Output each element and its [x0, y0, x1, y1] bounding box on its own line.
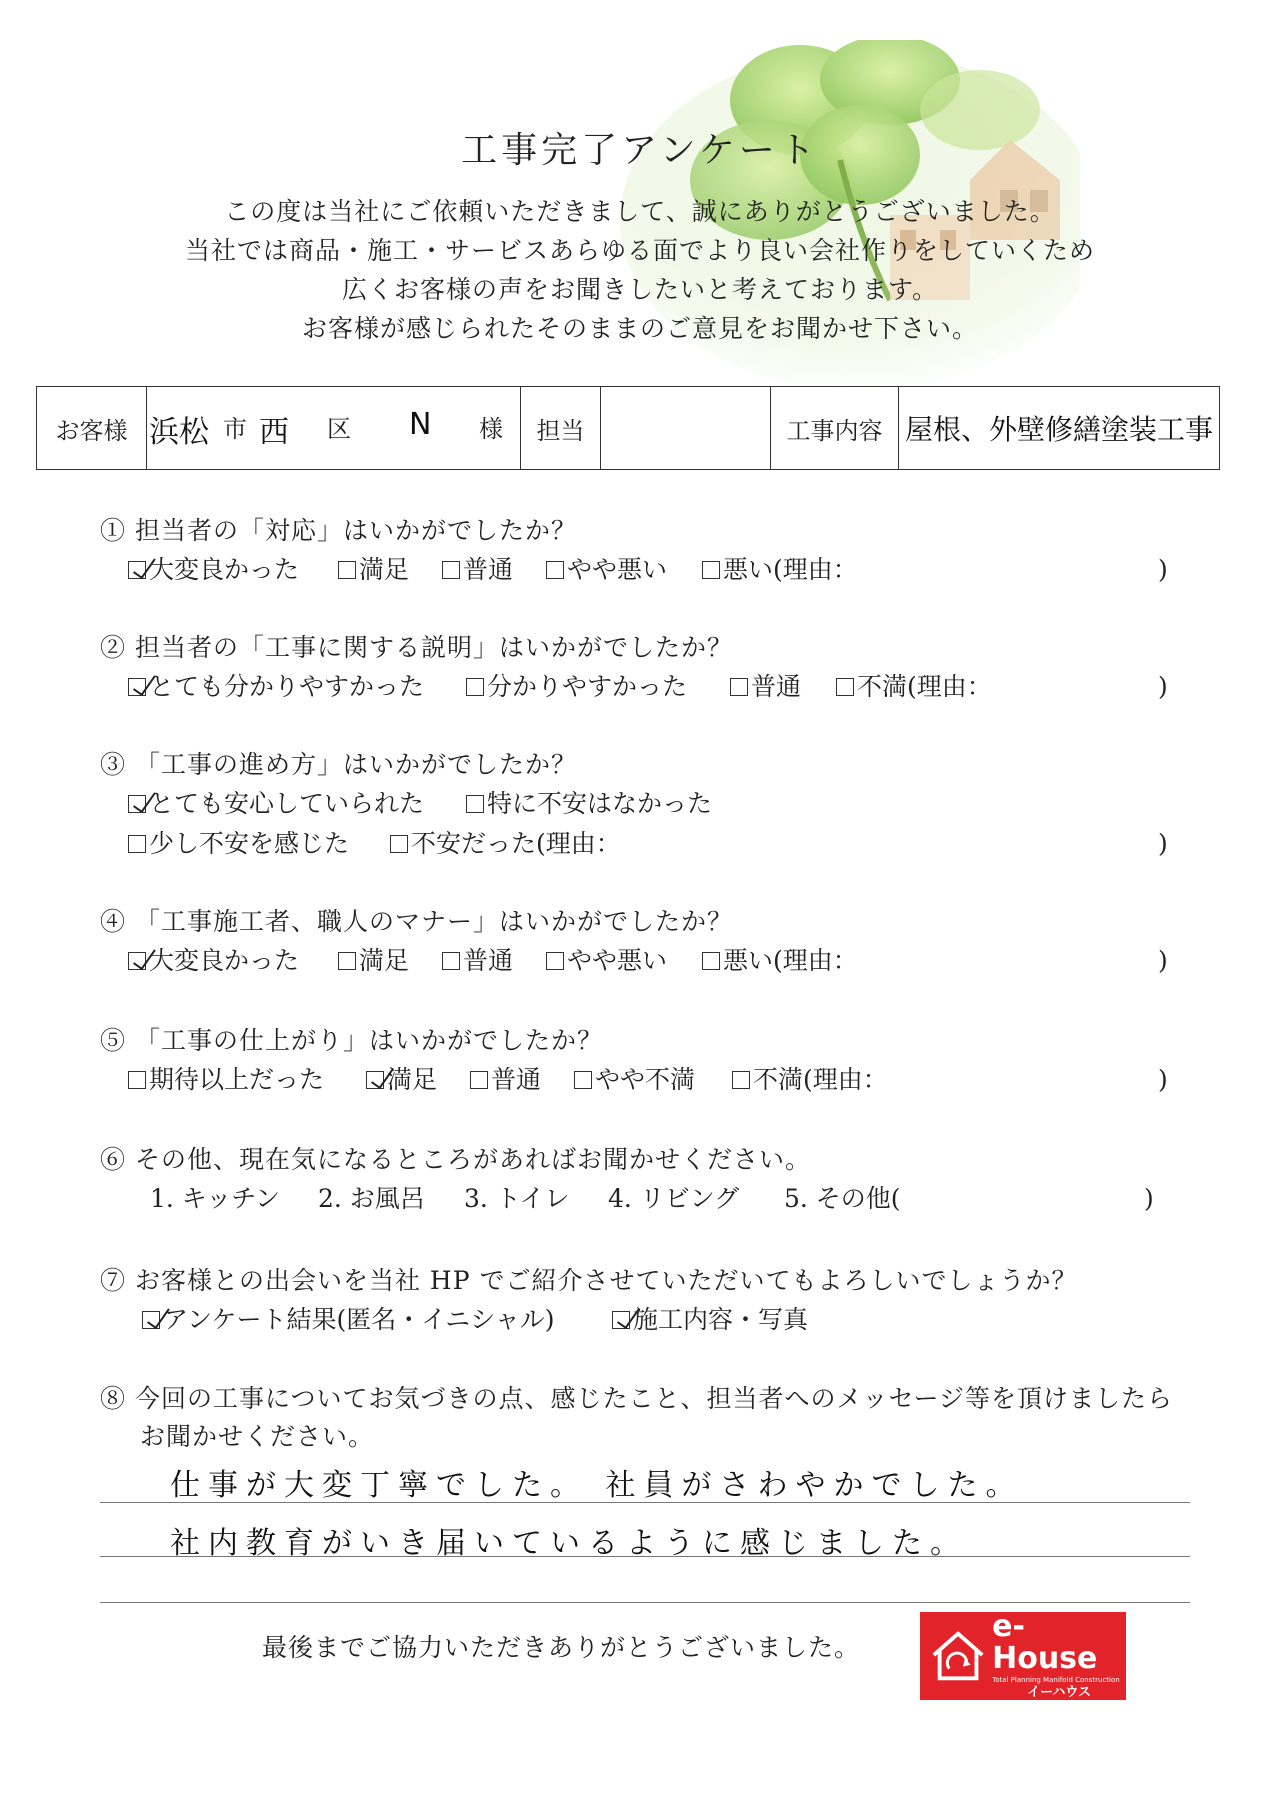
option-survey-results[interactable] — [142, 1300, 555, 1340]
option-satisfied[interactable] — [338, 941, 409, 981]
option-label: やや不満 — [595, 1065, 696, 1094]
customer-address-field[interactable] — [147, 387, 521, 469]
question-7 — [100, 1262, 1200, 1340]
intro-text — [0, 192, 1280, 348]
checkbox[interactable] — [836, 678, 854, 696]
city-value: 浜松 — [149, 415, 209, 450]
question-title-cont: お聞かせください。 — [140, 1422, 375, 1451]
question-title: ⑤ 「工事の仕上がり」はいかがでしたか？ — [100, 1026, 603, 1055]
item-kitchen[interactable]: 1. キッチン — [150, 1184, 281, 1213]
reason-close-paren: ) — [1158, 672, 1168, 701]
question-6 — [100, 1141, 1200, 1219]
item-bath[interactable]: 2. お風呂 — [318, 1184, 425, 1213]
option-row — [100, 784, 1200, 824]
checkbox[interactable] — [128, 835, 146, 853]
checkbox[interactable] — [574, 1071, 592, 1089]
item-living[interactable]: 4. リビング — [608, 1184, 740, 1213]
option-label: 普通 — [491, 1065, 542, 1094]
option-satisfied[interactable] — [338, 550, 409, 590]
logo-text — [992, 1611, 1126, 1701]
checkbox-checked[interactable] — [142, 1311, 160, 1329]
work-content-field[interactable] — [899, 387, 1219, 469]
option-label: 期待以上だった — [149, 1065, 325, 1094]
option-very-reassured[interactable] — [128, 784, 424, 824]
checkbox[interactable] — [128, 1071, 146, 1089]
question-3 — [100, 746, 1200, 864]
option-label: 不満(理由： — [857, 672, 992, 701]
option-label: 普通 — [463, 946, 514, 975]
question-5 — [100, 1022, 1200, 1100]
logo-name: e-House — [992, 1609, 1098, 1676]
option-very-clear[interactable] — [128, 667, 424, 707]
option-label: 大変良かった — [149, 946, 300, 975]
option-label: やや悪い — [567, 946, 668, 975]
house-icon — [928, 1625, 988, 1687]
checkbox[interactable] — [466, 795, 484, 813]
checkbox[interactable] — [442, 561, 460, 579]
option-normal[interactable] — [442, 941, 513, 981]
intro-line: 広くお客様の声をお聞きしたいと考えております。 — [341, 275, 938, 304]
page-title: 工事完了アンケート — [461, 130, 819, 171]
option-bad[interactable] — [702, 550, 858, 590]
option-label: とても分かりやすかった — [149, 672, 425, 701]
option-row — [100, 667, 1200, 707]
answer-rule — [100, 1602, 1190, 1603]
option-construction-photos[interactable] — [612, 1300, 808, 1340]
work-content-value: 屋根、外壁修繕塗装工事 — [905, 413, 1214, 446]
question-title: ⑧ 今回の工事についてお気づきの点、感じたこと、担当者へのメッセージ等を頂けましたら — [100, 1384, 1173, 1413]
checkbox[interactable] — [338, 952, 356, 970]
option-row — [100, 824, 1200, 864]
checkbox[interactable] — [442, 952, 460, 970]
option-label: やや悪い — [567, 555, 668, 584]
option-row — [100, 1300, 1200, 1340]
intro-line: この度は当社にご依頼いただきまして、誠にありがとうございました。 — [224, 197, 1056, 226]
option-slightly-worried[interactable] — [128, 824, 349, 864]
intro-line: お客様が感じられたそのままのご意見をお聞かせ下さい。 — [301, 314, 978, 343]
ward-value: 西 — [259, 415, 289, 450]
option-row — [100, 550, 1200, 590]
checkbox-checked[interactable] — [128, 952, 146, 970]
option-label: 満足 — [387, 1065, 438, 1094]
question-4 — [100, 903, 1200, 981]
option-somewhat-dissatisfied[interactable] — [574, 1060, 695, 1100]
option-exceeded-expectations[interactable] — [128, 1060, 324, 1100]
question-title: ④ 「工事施工者、職人のマナー」はいかがでしたか？ — [100, 907, 733, 936]
item-toilet[interactable]: 3. トイレ — [464, 1184, 570, 1213]
work-label: 工事内容 — [771, 387, 899, 469]
checkbox-checked[interactable] — [366, 1071, 384, 1089]
question-title: ⑥ その他、現在気になるところがあればお聞かせください。 — [100, 1145, 811, 1174]
handwritten-answer-line-1[interactable]: 仕事が大変丁寧でした。 社員がさわやかでした。 — [170, 1468, 1024, 1503]
option-label: 不満(理由： — [753, 1065, 888, 1094]
option-label: 不安だった(理由： — [411, 829, 621, 858]
name-suffix: 様 — [479, 415, 503, 443]
checkbox-checked[interactable] — [128, 795, 146, 813]
checkbox[interactable] — [338, 561, 356, 579]
closing-message: 最後までご協力いただきありがとうございました。 — [262, 1633, 861, 1662]
option-label: 普通 — [751, 672, 802, 701]
option-label: 特に不安はなかった — [487, 789, 713, 818]
question-title: ③ 「工事の進め方」はいかがでしたか？ — [100, 750, 577, 779]
checkbox-checked[interactable] — [612, 1311, 630, 1329]
option-label: 少し不安を感じた — [149, 829, 350, 858]
staff-field[interactable] — [601, 387, 771, 469]
question-title: ⑦ お客様との出会いを当社 HP でご紹介させていただいてもよろしいでしょうか？ — [100, 1266, 1078, 1295]
handwritten-answer-line-2[interactable]: 社内教育がいき届いているように感じました。 — [170, 1526, 968, 1561]
reason-close-paren: ) — [1158, 1065, 1168, 1094]
option-no-worry[interactable] — [466, 784, 712, 824]
option-bad[interactable] — [702, 941, 858, 981]
option-label: 分かりやすかった — [487, 672, 688, 701]
reason-close-paren: ) — [1158, 555, 1168, 584]
question-1 — [100, 512, 1200, 590]
checkbox[interactable] — [546, 952, 564, 970]
reason-close-paren: ) — [1158, 946, 1168, 975]
option-normal[interactable] — [442, 550, 513, 590]
option-row — [100, 1179, 1200, 1219]
checkbox[interactable] — [470, 1071, 488, 1089]
question-8 — [100, 1380, 1200, 1456]
checkbox-checked[interactable] — [128, 561, 146, 579]
option-label: 大変良かった — [149, 555, 300, 584]
option-somewhat-bad[interactable] — [546, 941, 667, 981]
option-clear[interactable] — [466, 667, 687, 707]
option-somewhat-bad[interactable] — [546, 550, 667, 590]
checkbox[interactable] — [466, 678, 484, 696]
customer-name-value: N — [409, 407, 432, 442]
checkbox[interactable] — [702, 952, 720, 970]
option-label: 施工内容・写真 — [633, 1305, 809, 1334]
city-suffix: 市 — [223, 415, 247, 443]
option-label: 満足 — [359, 946, 410, 975]
option-label: 満足 — [359, 555, 410, 584]
intro-line: 当社では商品・施工・サービスあらゆる面でより良い会社作りをしていくため — [184, 236, 1095, 265]
option-worried[interactable] — [390, 824, 621, 864]
option-normal[interactable] — [730, 667, 801, 707]
option-row — [100, 941, 1200, 981]
question-title: ① 担当者の「対応」はいかがでしたか？ — [100, 516, 577, 545]
reason-close-paren: ) — [1158, 829, 1168, 858]
option-very-good[interactable] — [128, 550, 299, 590]
answer-rule — [100, 1502, 1190, 1503]
checkbox[interactable] — [730, 678, 748, 696]
option-normal[interactable] — [470, 1060, 541, 1100]
ehouse-logo — [920, 1609, 1126, 1700]
checkbox[interactable] — [702, 561, 720, 579]
customer-label: お客様 — [37, 387, 147, 469]
option-label: 普通 — [463, 555, 514, 584]
checkbox-checked[interactable] — [128, 678, 146, 696]
other-close-paren: ) — [1144, 1184, 1154, 1213]
question-2 — [100, 629, 1200, 707]
option-label: 悪い(理由： — [723, 555, 858, 584]
logo-tagline: Total Planning Manifold Construction — [992, 1676, 1120, 1684]
ward-suffix: 区 — [327, 415, 351, 443]
staff-label: 担当 — [521, 387, 601, 469]
option-label: とても安心していられた — [149, 789, 425, 818]
checkbox[interactable] — [546, 561, 564, 579]
option-label: 悪い(理由： — [723, 946, 858, 975]
option-label: アンケート結果(匿名・イニシャル) — [163, 1305, 555, 1334]
checkbox[interactable] — [390, 835, 408, 853]
option-very-good[interactable] — [128, 941, 299, 981]
option-row — [100, 1060, 1200, 1100]
logo-kana: イーハウス — [1027, 1685, 1092, 1700]
option-dissatisfied[interactable] — [836, 667, 992, 707]
customer-info-table — [36, 386, 1220, 470]
answer-rule — [100, 1556, 1190, 1557]
checkbox[interactable] — [732, 1071, 750, 1089]
option-dissatisfied[interactable] — [732, 1060, 888, 1100]
question-title: ② 担当者の「工事に関する説明」はいかがでしたか？ — [100, 633, 733, 662]
option-satisfied[interactable] — [366, 1060, 437, 1100]
item-other[interactable]: 5. その他( — [784, 1184, 901, 1213]
